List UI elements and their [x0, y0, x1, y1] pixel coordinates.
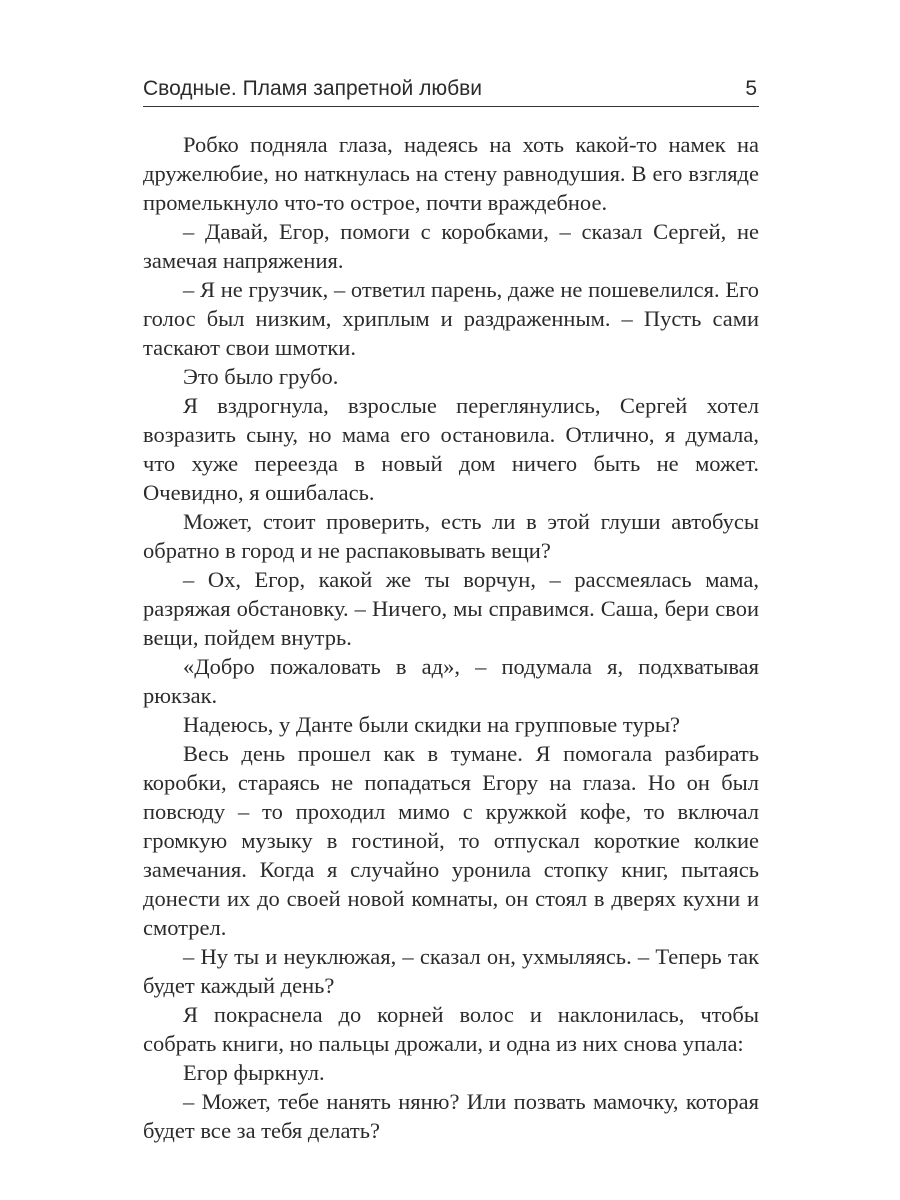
- paragraph: – Может, тебе нанять няню? Или позвать мамочку, которая будет все за тебя делать?: [143, 1089, 759, 1143]
- paragraph: – Ох, Егор, какой же ты ворчун, – рассмеялась мама, разряжая обстановку. – Ничего, мы справимся. Саша, бери свои вещи, пойдем внутрь.: [143, 567, 759, 650]
- body-text: [143, 130, 759, 1145]
- paragraph: Надеюсь, у Данте были скидки на групповые туры?: [183, 712, 681, 737]
- paragraph: Я вздрогнула, взрослые переглянулись, Сергей хотел возразить сыну, но мама его остановила. Отлично, я думала, что хуже переезда в новый дом ничего быть не может. Очевидно, я ошибалась.: [143, 393, 759, 505]
- paragraph: Я покраснела до корней волос и наклонилась, чтобы собрать книги, но пальцы дрожали, и одна из них снова упала:: [143, 1002, 759, 1056]
- header-divider: [143, 106, 759, 107]
- paragraph: – Ну ты и неуклюжая, – сказал он, ухмыляясь. – Теперь так будет каждый день?: [143, 944, 759, 998]
- paragraph: Егор фыркнул.: [183, 1060, 325, 1085]
- paragraph: Весь день прошел как в тумане. Я помогала разбирать коробки, стараясь не попадаться Егору на глаза. Но он был повсюду – то проходил мимо с кружкой кофе, то включал громкую музыку в гостиной, то отпускал короткие колкие замечания. Когда я случайно уронила стопку книг, пытаясь донести их до своей новой комнаты, он стоял в дверях кухни и смотрел.: [143, 741, 759, 940]
- paragraph: Это было грубо.: [183, 364, 339, 389]
- book-title: Сводные. Пламя запретной любви: [143, 77, 482, 100]
- paragraph: Робко подняла глаза, надеясь на хоть какой-то намек на дружелюбие, но наткнулась на стену равнодушия. В его взгляде промелькнуло что-то острое, почти враждебное.: [143, 132, 759, 215]
- paragraph: Может, стоит проверить, есть ли в этой глуши автобусы обратно в город и не распаковывать вещи?: [143, 509, 759, 563]
- paragraph: – Я не грузчик, – ответил парень, даже не пошевелился. Его голос был низким, хриплым и раздраженным. – Пусть сами таскают свои шмотки.: [143, 277, 759, 360]
- paragraph: «Добро пожаловать в ад», – подумала я, подхватывая рюкзак.: [143, 654, 759, 708]
- paragraph: – Давай, Егор, помоги с коробками, – сказал Сергей, не замечая напряжения.: [143, 219, 759, 273]
- running-header: [143, 74, 759, 104]
- page-number: 5: [745, 77, 757, 100]
